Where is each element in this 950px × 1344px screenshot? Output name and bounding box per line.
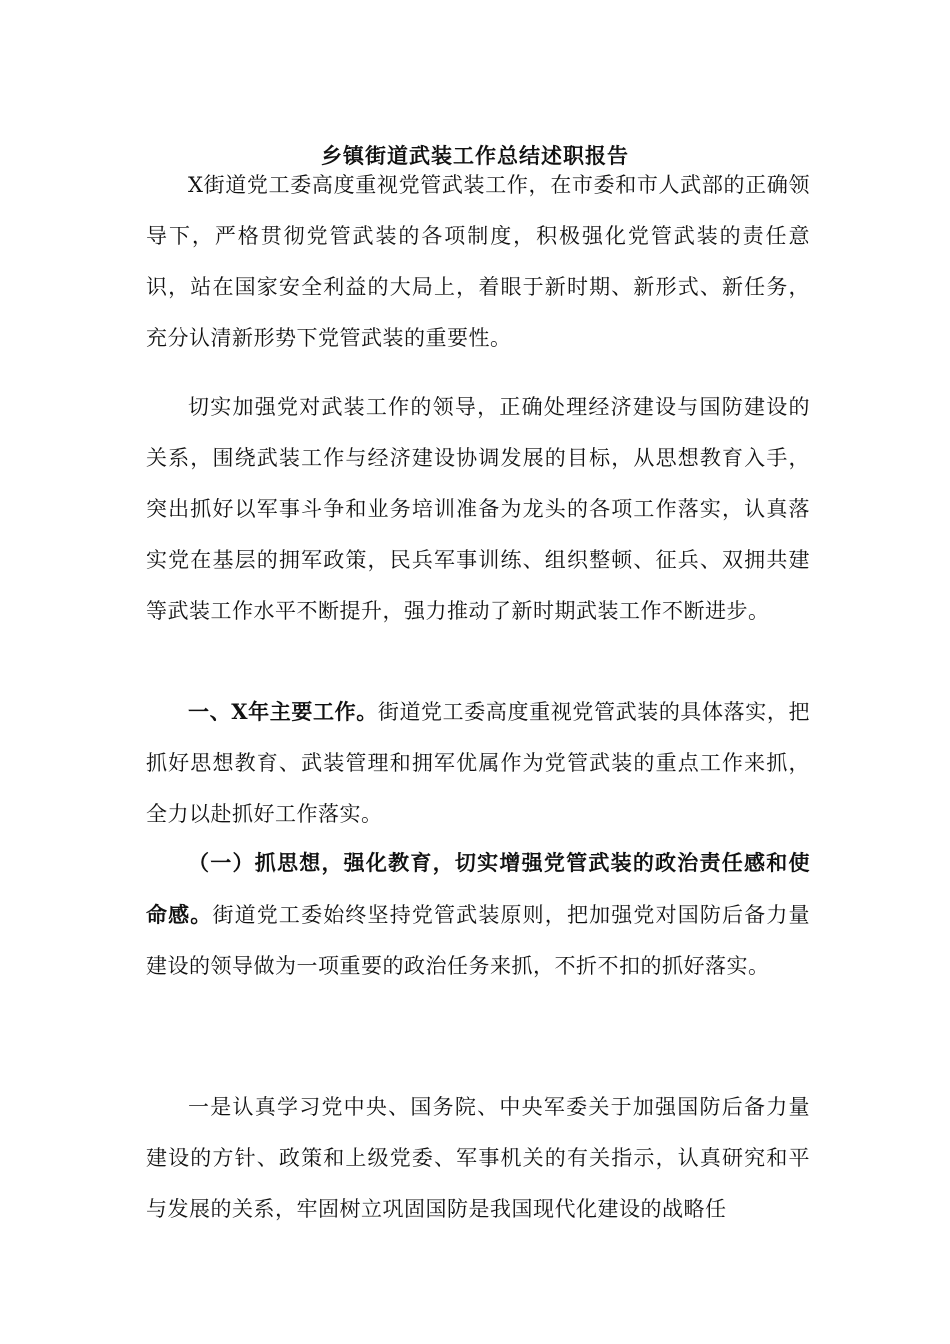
paragraph-text: 一是认真学习党中央、国务院、中央军委关于加强国防后备力量建设的方针、政策和上级党委、军事机关的有关指示，认真研究和平与发展的关系，牢固树立巩固国防是我国现代化建设的战略任	[146, 1095, 810, 1221]
paragraph-text: 街道党工委高度重视党管武装的具体落实，把抓好思想教育、武装管理和拥军优属作为党管武装的重点工作来抓，全力以赴抓好工作落实。	[146, 700, 810, 826]
paragraph-leadership	[146, 382, 810, 637]
paragraph-intro	[146, 160, 810, 364]
paragraph-text: 街道党工委始终坚持党管武装原则，把加强党对国防后备力量建设的领导做为一项重要的政治任务来抓，不折不扣的抓好落实。	[146, 903, 811, 978]
paragraph-main-work	[146, 686, 810, 840]
paragraph-ideology	[146, 837, 810, 992]
paragraph-study	[146, 1082, 810, 1235]
paragraph-text: 切实加强党对武装工作的领导，正确处理经济建设与国防建设的关系，围绕武装工作与经济建设协调发展的目标，从思想教育入手，突出抓好以军事斗争和业务培训准备为龙头的各项工作落实，认真落实党在基层的拥军政策，民兵军事训练、组织整顿、征兵、双拥共建等武装工作水平不断提升，强力推动了新时期武装工作不断进步。	[146, 395, 810, 623]
document-title: 乡镇街道武装工作总结述职报告	[321, 143, 629, 168]
section-heading: 一、X年主要工作。	[188, 699, 378, 724]
paragraph-text: X街道党工委高度重视党管武装工作，在市委和市人武部的正确领导下，严格贯彻党管武装的各项制度，积极强化党管武装的责任意识，站在国家安全利益的大局上，着眼于新时期、新形式、新任务，充分认清新形势下党管武装的重要性。	[146, 173, 810, 350]
subsection-heading: （一）抓思想，强化教育，切实增强党管武装的政治责任感和使命感。	[146, 850, 810, 927]
